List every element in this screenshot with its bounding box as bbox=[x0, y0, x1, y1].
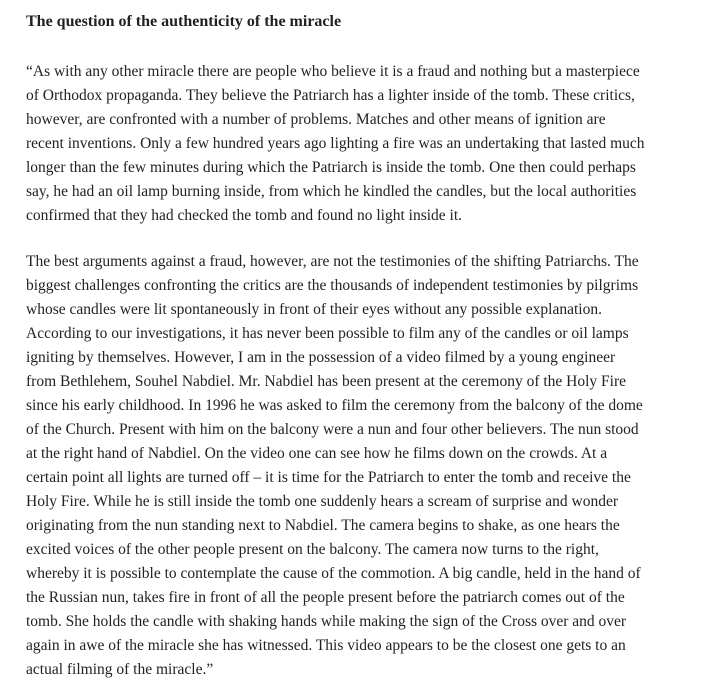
text-line: recent inventions. Only a few hundred years ago lighting a fire was an undertaking that lasted much bbox=[26, 135, 645, 152]
text-line: actual filming of the miracle.” bbox=[26, 661, 214, 678]
article bbox=[26, 11, 694, 678]
text-line: of Orthodox propaganda. They believe the Patriarch has a lighter inside of the tomb. These critics, bbox=[26, 87, 635, 104]
text-line: from Bethlehem, Souhel Nabdiel. Mr. Nabdiel has been present at the ceremony of the Holy Fire bbox=[26, 373, 627, 390]
text-line: According to our investigations, it has never been possible to film any of the candles or oil lamps bbox=[26, 325, 629, 342]
text-line: excited voices of the other people present on the balcony. The camera now turns to the right, bbox=[26, 541, 599, 558]
text-line: since his early childhood. In 1996 he was asked to film the ceremony from the balcony of the dome bbox=[26, 397, 643, 414]
text-line: longer than the few minutes during which the Patriarch is inside the tomb. One then could perhaps bbox=[26, 159, 636, 176]
text-line: The best arguments against a fraud, however, are not the testimonies of the shifting Patriarchs. The bbox=[26, 253, 639, 270]
text-line: say, he had an oil lamp burning inside, from which he kindled the candles, but the local authorities bbox=[26, 183, 637, 200]
text-line: confirmed that they had checked the tomb and found no light inside it. bbox=[26, 207, 463, 224]
text-line: Holy Fire. While he is still inside the tomb one suddenly hears a scream of surprise and wonder bbox=[26, 493, 619, 510]
text-line: tomb. She holds the candle with shaking hands while making the sign of the Cross over and over bbox=[26, 613, 627, 630]
article-title: The question of the authenticity of the miracle bbox=[26, 13, 342, 30]
text-line: again in awe of the miracle she has witnessed. This video appears to be the closest one gets to an bbox=[26, 637, 626, 654]
text-line: of the Church. Present with him on the balcony were a nun and four other believers. The nun stood bbox=[26, 421, 639, 438]
text-line: whereby it is possible to contemplate the cause of the commotion. A big candle, held in the hand of bbox=[26, 565, 641, 582]
text-line: igniting by themselves. However, I am in the possession of a video filmed by a young engineer bbox=[26, 349, 616, 366]
text-line: originating from the nun standing next to Nabdiel. The camera begins to shake, as one hears the bbox=[26, 517, 620, 534]
text-line: biggest challenges confronting the critics are the thousands of independent testimonies by pilgrims bbox=[26, 277, 639, 294]
text-line: whose candles were lit spontaneously in front of their eyes without any possible explanation. bbox=[26, 301, 602, 318]
paragraph-1 bbox=[26, 60, 645, 228]
text-line: at the right hand of Nabdiel. On the video one can see how he films down on the crowds. At a bbox=[26, 445, 608, 462]
text-line: certain point all lights are turned off – it is time for the Patriarch to enter the tomb and receive the bbox=[26, 469, 631, 486]
text-line: the Russian nun, takes fire in front of all the people present before the patriarch comes out of the bbox=[26, 589, 625, 606]
paragraph-2 bbox=[26, 250, 643, 682]
text-line: “As with any other miracle there are people who believe it is a fraud and nothing but a masterpiece bbox=[26, 63, 640, 80]
text-line: however, are confronted with a number of problems. Matches and other means of ignition are bbox=[26, 111, 606, 128]
